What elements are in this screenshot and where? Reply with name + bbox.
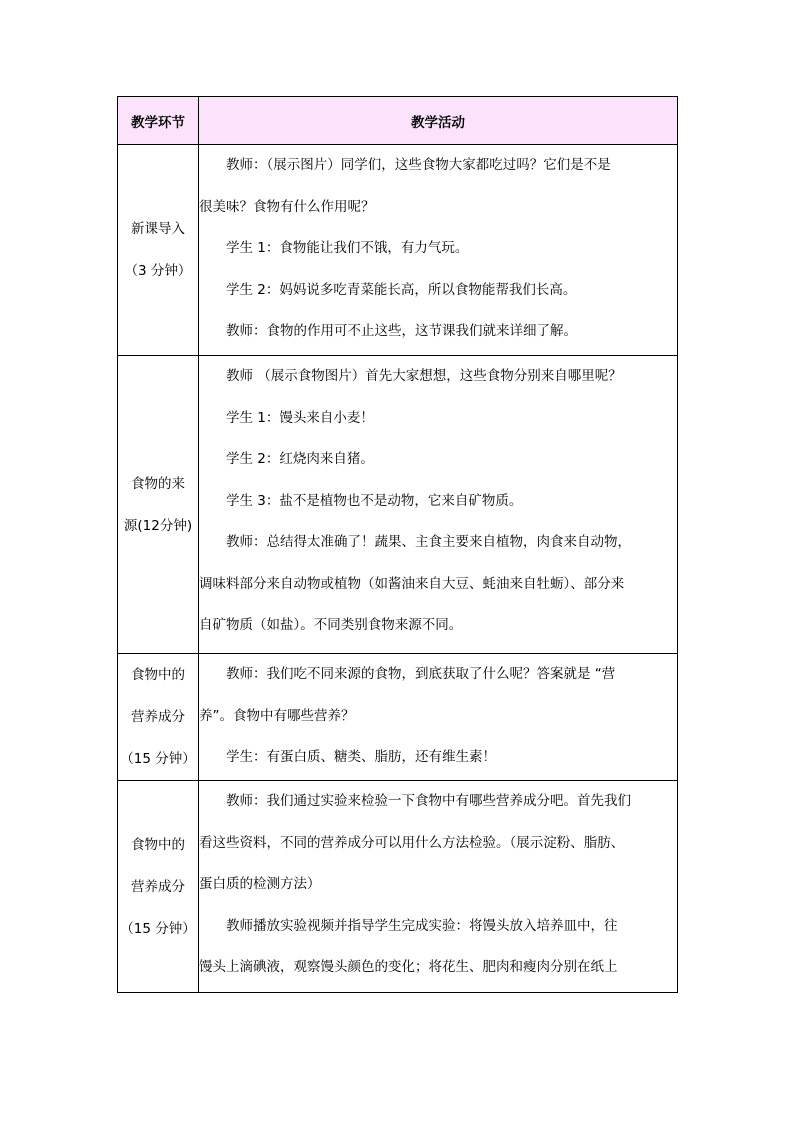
table-row — [118, 356, 678, 654]
stage-cell — [118, 145, 199, 356]
activity-paragraph: 学生 3：盐不是植物也不是动物，它来自矿物质。 — [226, 492, 523, 509]
stage-line: 新课导入 — [131, 221, 185, 237]
text-line: 蛋白质的检测方法） — [199, 876, 321, 892]
text-line: 养”。食物中有哪些营养？ — [199, 707, 355, 724]
stage-line: （15 分钟） — [120, 751, 196, 767]
activity-paragraph: 学生 2：红烧肉来自猪。 — [226, 451, 374, 467]
table-header-row — [118, 97, 678, 145]
stage-line: 营养成分 — [131, 878, 185, 895]
stage-line: 食物中的 — [131, 667, 185, 683]
activity-clip — [199, 781, 677, 991]
activity-paragraph — [199, 145, 677, 228]
activity-paragraph: 教师 （展示食物图片）首先大家想想，这些食物分别来自哪里呢？ — [226, 368, 622, 384]
stage-cell — [118, 654, 199, 781]
stage-line: 营养成分 — [131, 709, 185, 725]
activity-paragraph — [199, 906, 677, 989]
text-line: 很美味？食物有什么作用呢？ — [199, 198, 375, 215]
header-activity: 教学活动 — [199, 97, 678, 145]
activity-paragraph: 学生 1：馒头来自小麦！ — [226, 409, 374, 426]
activity-paragraph — [199, 522, 677, 647]
text-line: 调味料部分来自动物或植物（如酱油来自大豆、蚝油来自牡蛎）、部分来 — [199, 575, 625, 592]
stage-cell — [118, 781, 199, 993]
stage-cell — [118, 356, 199, 654]
text-line: 教师：（展示图片）同学们，这些食物大家都吃过吗？它们是不是 — [226, 157, 611, 173]
activity-paragraph — [199, 781, 677, 906]
activity-cell — [199, 356, 678, 654]
activity-paragraph: 学生 2：妈妈说多吃青菜能长高，所以食物能帮我们长高。 — [226, 281, 577, 298]
activity-paragraph: 学生：有蛋白质、糖类、脂肪，还有维生素！ — [226, 749, 496, 765]
table-row — [118, 781, 678, 993]
stage-line: （15 分钟） — [120, 920, 196, 937]
text-line: 教师：我们通过实验来检验一下食物中有哪些营养成分吧。首先我们 — [226, 793, 631, 809]
table-row — [118, 654, 678, 781]
lesson-plan-table — [117, 96, 678, 993]
text-line: 教师：我们吃不同来源的食物，到底获取了什么呢？答案就是 “营 — [226, 666, 616, 682]
text-line: 教师播放实验视频并指导学生完成实验：将馒头放入培养皿中，往 — [226, 917, 618, 934]
activity-cell — [199, 781, 678, 993]
activity-paragraph: 学生 1：食物能让我们不饿，有力气玩。 — [226, 240, 469, 256]
header-stage: 教学环节 — [118, 97, 199, 145]
table-row — [118, 145, 678, 356]
text-line: 看这些资料，不同的营养成分可以用什么方法检验。（展示淀粉、脂肪、 — [199, 834, 625, 851]
stage-line: （3 分钟） — [124, 263, 192, 279]
text-line: 教师：总结得太准确了！蔬果、主食主要来自植物，肉食来自动物， — [226, 534, 631, 550]
stage-line: 源(12分钟) — [123, 517, 193, 534]
activity-paragraph — [199, 654, 677, 737]
text-line: 馒头上滴碘液，观察馒头颜色的变化；将花生、肥肉和瘦肉分别在纸上 — [199, 959, 618, 975]
stage-line: 食物中的 — [131, 836, 185, 853]
text-line: 自矿物质（如盐）。不同类别食物来源不同。 — [199, 617, 463, 633]
stage-line: 食物的来 — [131, 475, 185, 492]
activity-cell — [199, 145, 678, 356]
activity-paragraph: 教师：食物的作用可不止这些，这节课我们就来详细了解。 — [226, 323, 577, 339]
activity-cell — [199, 654, 678, 781]
